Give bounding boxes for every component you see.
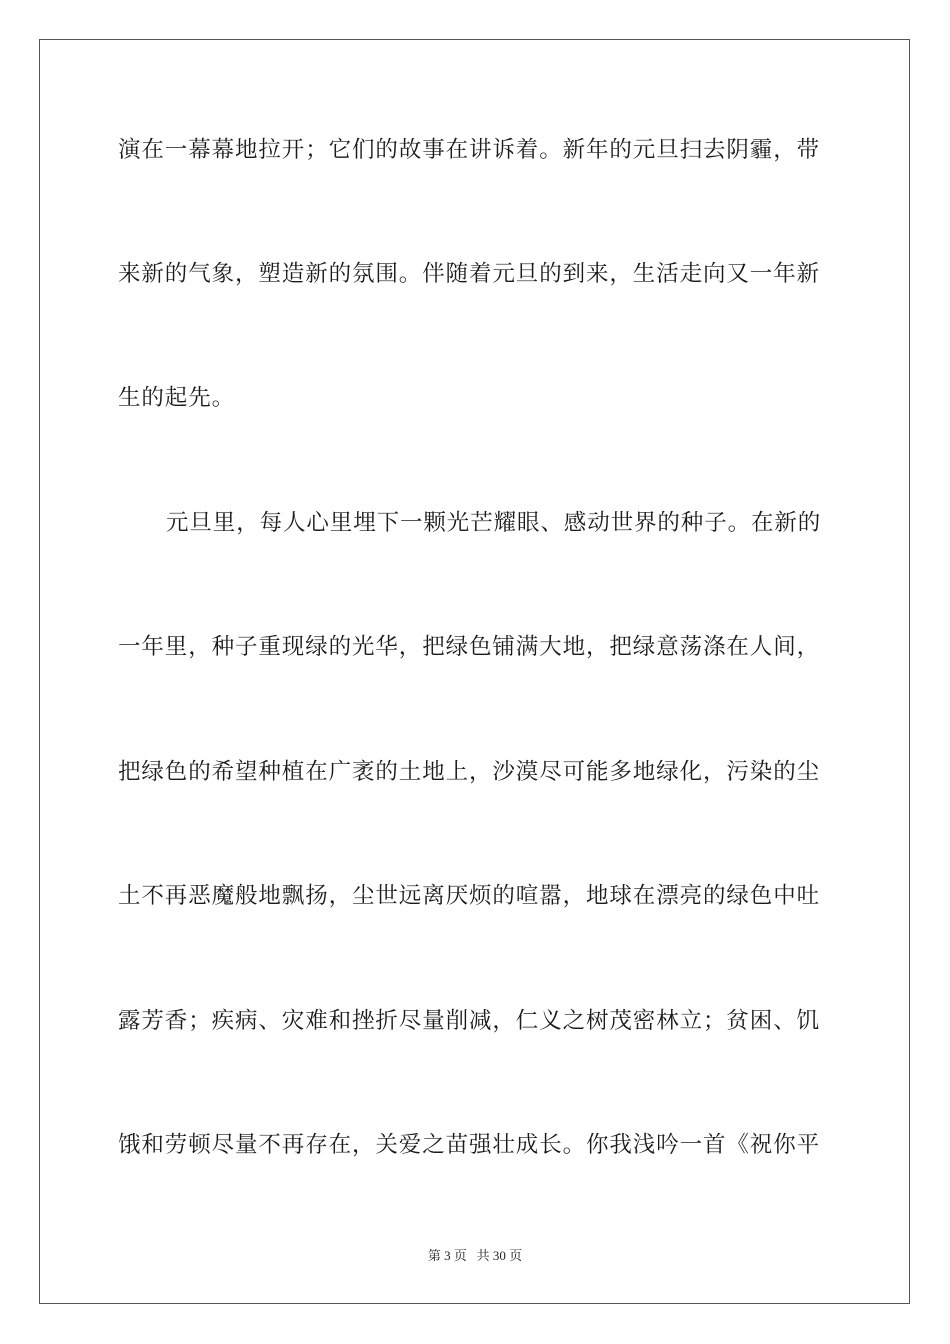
total-pages: 共 30 页: [476, 1248, 523, 1263]
paragraph-line: 露芳香；疾病、灾难和挫折尽量削减，仁义之树茂密林立；贫困、饥: [118, 1008, 821, 1034]
paragraph-line: 元旦里，每人心里埋下一颗光芒耀眼、感动世界的种子。在新的: [166, 510, 822, 536]
page-border: [39, 39, 910, 1304]
paragraph-line: 一年里，种子重现绿的光华，把绿色铺满大地，把绿意荡涤在人间，: [118, 634, 821, 660]
paragraph-line: 把绿色的希望种植在广袤的土地上，沙漠尽可能多地绿化，污染的尘: [118, 759, 821, 785]
paragraph-line: 土不再恶魔般地飘扬，尘世远离厌烦的喧嚣，地球在漂亮的绿色中吐: [118, 883, 821, 909]
paragraph-line: 演在一幕幕地拉开；它们的故事在讲诉着。新年的元旦扫去阴霾，带: [118, 137, 821, 163]
page-footer: [0, 1247, 950, 1265]
paragraph-line: 来新的气象，塑造新的氛围。伴随着元旦的到来，生活走向又一年新: [118, 261, 821, 287]
paragraph-line: 生的起先。: [118, 385, 236, 411]
paragraph-line: 饿和劳顿尽量不再存在，关爱之苗强壮成长。你我浅吟一首《祝你平: [118, 1132, 821, 1158]
page-number: 第 3 页: [427, 1248, 467, 1263]
